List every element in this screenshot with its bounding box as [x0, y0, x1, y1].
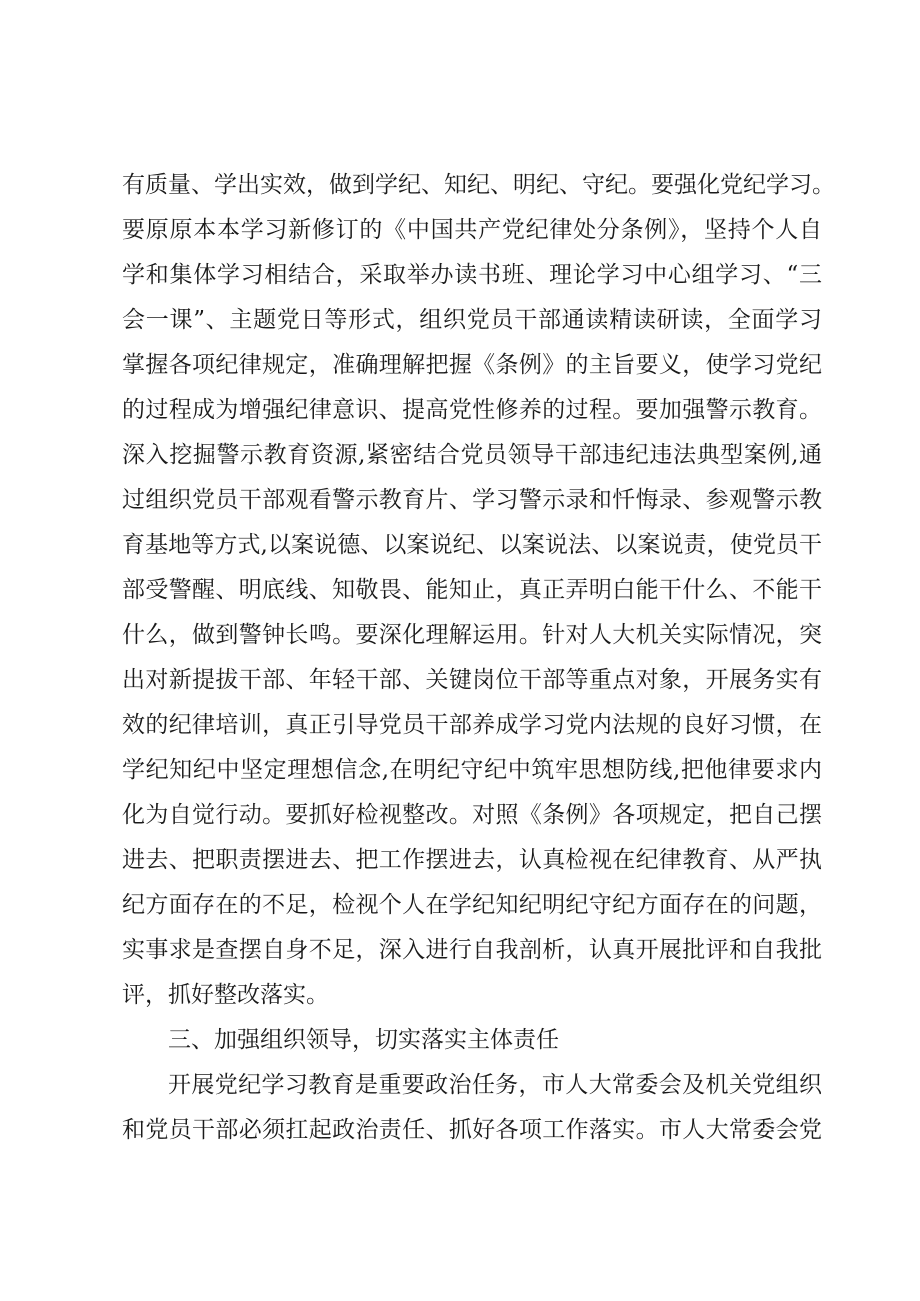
body-text-line: 和党员干部必须扛起政治责任、抓好各项工作落实。市人大常委会党	[122, 1117, 822, 1143]
body-text-line: 纪方面存在的不足，检视个人在学纪知纪明纪守纪方面存在的问题，	[122, 892, 822, 918]
section-heading: 三、加强组织领导，切实落实主体责任	[168, 1027, 559, 1053]
body-text-line: 过组织党员干部观看警示教育片、学习警示录和忏悔录、参观警示教	[122, 487, 822, 513]
body-text-line: 出对新提拔干部、年轻干部、关键岗位干部等重点对象，开展务实有	[122, 667, 822, 693]
body-text-line: 深入挖掘警示教育资源,紧密结合党员领导干部违纪违法典型案例,通	[122, 442, 822, 468]
body-text-line: 开展党纪学习教育是重要政治任务，市人大常委会及机关党组织	[168, 1072, 822, 1098]
body-text-line: 要原原本本学习新修订的《中国共产党纪律处分条例》，坚持个人自	[122, 217, 822, 243]
body-text-line: 评，抓好整改落实。	[122, 982, 329, 1008]
body-text-line: 学和集体学习相结合，采取举办读书班、理论学习中心组学习、“三	[122, 262, 822, 288]
body-text-line: 部受警醒、明底线、知敬畏、能知止，真正弄明白能干什么、不能干	[122, 577, 822, 603]
body-text-line: 实事求是查摆自身不足，深入进行自我剖析，认真开展批评和自我批	[122, 937, 822, 963]
body-text-line: 效的纪律培训，真正引导党员干部养成学习党内法规的良好习惯，在	[122, 712, 822, 738]
body-text-line: 进去、把职责摆进去、把工作摆进去，认真检视在纪律教育、从严执	[122, 847, 822, 873]
body-text-line: 会一课”、主题党日等形式，组织党员干部通读精读研读，全面学习	[122, 307, 822, 333]
body-text-line: 什么，做到警钟长鸣。要深化理解运用。针对人大机关实际情况，突	[122, 622, 822, 648]
body-text-line: 化为自觉行动。要抓好检视整改。对照《条例》各项规定，把自己摆	[122, 802, 822, 828]
body-text-line: 掌握各项纪律规定，准确理解把握《条例》的主旨要义，使学习党纪	[122, 352, 822, 378]
body-text-line: 的过程成为增强纪律意识、提高党性修养的过程。要加强警示教育。	[122, 397, 822, 423]
body-text-line: 育基地等方式,以案说德、以案说纪、以案说法、以案说责，使党员干	[122, 532, 822, 558]
body-text-line: 有质量、学出实效，做到学纪、知纪、明纪、守纪。要强化党纪学习。	[122, 172, 835, 198]
body-text-line: 学纪知纪中坚定理想信念,在明纪守纪中筑牢思想防线,把他律要求内	[122, 757, 822, 783]
